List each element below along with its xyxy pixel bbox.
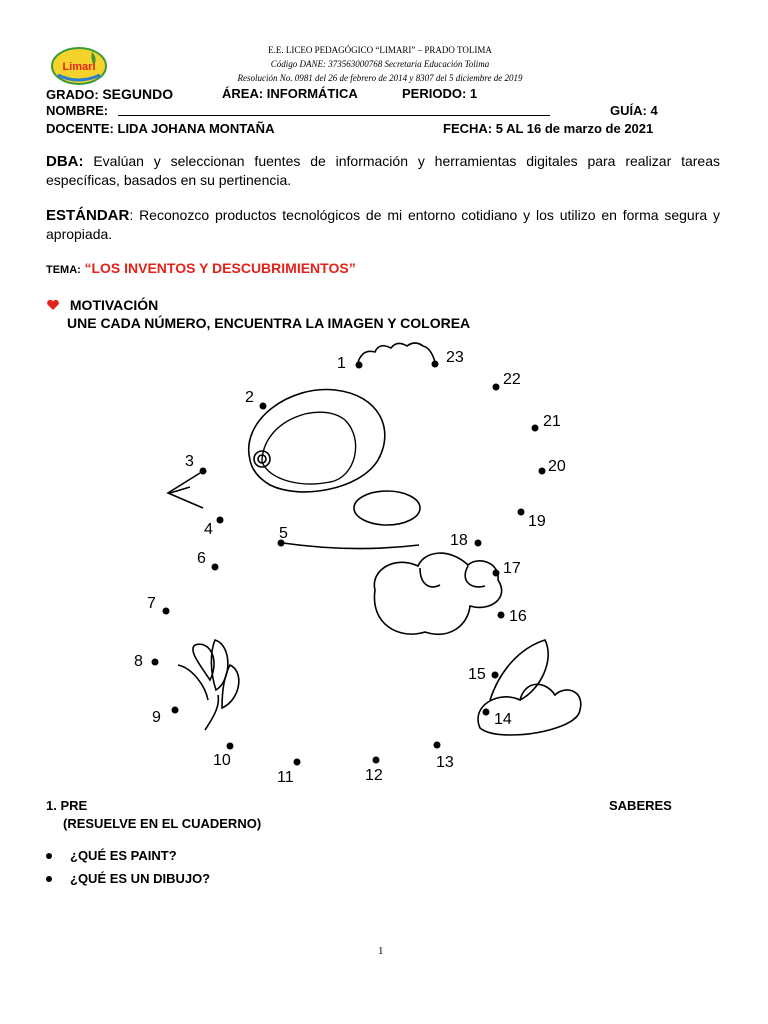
dot-11 <box>294 759 301 766</box>
section1-title: 1. PRE <box>46 798 88 813</box>
dot-label-19: 19 <box>528 513 546 530</box>
dot-19 <box>518 509 525 516</box>
dot-label-15: 15 <box>468 666 486 683</box>
dot-labels <box>134 349 566 786</box>
dot-23 <box>432 361 439 368</box>
dot-label-20: 20 <box>548 458 566 475</box>
dba-text: Evalúan y seleccionan fuentes de información y herramientas digitales para realizar tareas específicas, basados en su pertinencia. <box>46 153 720 188</box>
dot-15 <box>492 672 499 679</box>
dot-label-11: 11 <box>277 769 294 786</box>
motivacion-instruction: UNE CADA NÚMERO, ENCUENTRA LA IMAGEN Y COLOREA <box>67 315 471 331</box>
dot-label-6: 6 <box>197 550 206 567</box>
question-text: ¿QUÉ ES PAINT? <box>70 848 177 863</box>
nombre-label: NOMBRE: <box>46 103 109 118</box>
dot-label-12: 12 <box>365 767 383 784</box>
fecha-label: FECHA: 5 AL 16 de marzo de 2021 <box>443 121 654 136</box>
dot-8 <box>152 659 159 666</box>
dot-label-9: 9 <box>152 709 161 726</box>
area-label: ÁREA: INFORMÁTICA <box>222 86 358 101</box>
dot-label-4: 4 <box>204 521 213 538</box>
dot-22 <box>493 384 500 391</box>
dot-label-3: 3 <box>185 453 194 470</box>
dot-label-8: 8 <box>134 653 143 670</box>
tema-label: TEMA: <box>46 264 81 276</box>
dot-14 <box>483 709 490 716</box>
dane-code: Código DANE: 373563000768 Secretaria Educación Tolima <box>270 59 490 69</box>
dot-1 <box>356 362 363 369</box>
dot-label-23: 23 <box>446 349 464 366</box>
resolution-line: Resolución No. 0981 del 26 de febrero de 2014 y 8307 del 5 diciembre de 2019 <box>237 73 523 83</box>
dot-17 <box>493 570 500 577</box>
section1-right-word: SABERES <box>609 798 672 813</box>
bullet-icon <box>46 853 52 859</box>
page-number: 1 <box>378 945 384 957</box>
dot-label-5: 5 <box>279 525 288 542</box>
dot-12 <box>373 757 380 764</box>
estandar-text: : Reconozco productos tecnológicos de mi entorno cotidiano y los utilizo en forma segura y apropiada. <box>46 207 720 242</box>
question-text: ¿QUÉ ES UN DIBUJO? <box>70 871 211 886</box>
estandar-label: ESTÁNDAR <box>46 207 130 224</box>
dot-label-16: 16 <box>509 608 527 625</box>
question-item <box>46 871 210 886</box>
dot-4 <box>217 517 224 524</box>
dot-18 <box>475 540 482 547</box>
dot-3 <box>200 468 207 475</box>
periodo-label: PERIODO: 1 <box>402 86 478 101</box>
dot-13 <box>434 742 441 749</box>
dot-21 <box>532 425 539 432</box>
tema-value: “LOS INVENTOS Y DESCUBRIMIENTOS” <box>84 260 356 276</box>
dot-2 <box>260 403 267 410</box>
dot-20 <box>539 468 546 475</box>
dot-label-18: 18 <box>450 532 468 549</box>
school-name: E.E. LICEO PEDAGÓGICO “LIMARI” – PRADO TOLIMA <box>268 45 492 55</box>
dot-label-22: 22 <box>503 371 521 388</box>
dot-label-1: 1 <box>337 355 346 372</box>
dot-label-14: 14 <box>494 711 512 728</box>
drawing-strokes <box>168 343 581 735</box>
dot-7 <box>163 608 170 615</box>
guia-label: GUÍA: 4 <box>610 103 658 118</box>
dba-label: DBA: <box>46 153 84 170</box>
grado-value: SEGUNDO <box>102 86 174 102</box>
question-item <box>46 848 177 863</box>
dot-label-17: 17 <box>503 560 521 577</box>
dot-label-7: 7 <box>147 595 156 612</box>
dot-label-13: 13 <box>436 754 454 771</box>
dot-10 <box>227 743 234 750</box>
motivacion-title: MOTIVACIÓN <box>69 297 159 313</box>
dot-markers <box>152 361 546 766</box>
grado-label: GRADO: <box>46 87 99 102</box>
logo-name-text: Limari <box>62 61 96 73</box>
dot-label-2: 2 <box>245 389 254 406</box>
bullet-icon <box>46 876 52 882</box>
dot-16 <box>498 612 505 619</box>
dot-label-21: 21 <box>543 413 561 430</box>
dot-9 <box>172 707 179 714</box>
dot-label-10: 10 <box>213 752 231 769</box>
section1-subtitle: (RESUELVE EN EL CUADERNO) <box>63 816 262 831</box>
dot-6 <box>212 564 219 571</box>
docente-label: DOCENTE: LIDA JOHANA MONTAÑA <box>46 121 275 136</box>
